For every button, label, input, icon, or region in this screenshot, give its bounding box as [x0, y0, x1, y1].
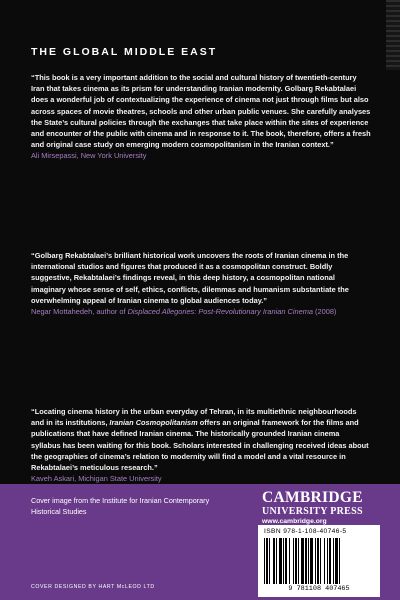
blurb-quote-1-attribution: Ali Mirsepassi, New York University — [31, 151, 147, 161]
attribution-book-title: Displaced Allegories: Post-Revolutionary Iranian Cinema — [127, 307, 313, 317]
publisher-url: www.cambridge.org — [262, 518, 327, 525]
barcode-bar — [298, 538, 299, 584]
barcode-bar — [264, 538, 265, 584]
spine-edge-marks — [386, 0, 400, 70]
barcode-bar — [285, 538, 287, 584]
blurb-quote-2 — [31, 250, 371, 317]
blurb-quote-1 — [31, 72, 371, 162]
barcode-bar — [273, 538, 275, 584]
cover-image-credit: Cover image from the Institute for Iranian Contemporary Historical Studies — [31, 496, 210, 516]
quote-book-title: Iranian Cosmopolitanism — [109, 418, 198, 428]
barcode-bar — [310, 538, 313, 584]
barcode-bar — [301, 538, 304, 584]
publisher-press: UNIVERSITY PRESS — [262, 506, 363, 517]
barcode-bar — [327, 538, 328, 584]
publisher-logo — [262, 490, 380, 527]
barcode-bar — [279, 538, 282, 584]
barcode-bar — [308, 538, 309, 584]
blurb-quote-3-attribution: Kaveh Askari, Michigan State University — [31, 474, 162, 484]
barcode-bar — [320, 538, 321, 584]
cover-designer-credit: COVER DESIGNED BY HART McLEOD LTD — [31, 584, 155, 590]
barcode-icon — [264, 538, 374, 584]
barcode-bar — [317, 538, 319, 584]
barcode-bar — [339, 538, 340, 584]
barcode-bar — [315, 538, 316, 584]
quote-text-part: “Locating cinema history in the urban everyday of Tehran, in its multiethnic neighbourhoods and in its institutions, — [31, 407, 357, 428]
isbn-barcode-box — [258, 525, 380, 597]
barcode-bar — [295, 538, 297, 584]
blurb-quote-1-text: “This book is a very important addition to the social and cultural history of twentieth-century Iran that takes cinema as its prism for understanding Iranian modernity. Golbarg Rekabtalaei does a wonderful job of contextualizing the experience of cinema not just through films but also across spaces of movie theatres, schools and other urban public venues. She carefully analyses the State’s cultural policies through the exchanges that take place within the sites of experience and encounter of the public with cinema and in response to it. The book, therefore, offers a fresh and original case study on emerging modern cosmopolitanism in the Iranian context.” — [31, 73, 371, 150]
isbn-label: ISBN 978-1-108-40746-5 — [264, 528, 347, 535]
blurb-quote-3-text — [31, 406, 371, 473]
attribution-name: Negar Mottahedeh, author of — [31, 307, 128, 317]
series-title: THE GLOBAL MIDDLE EAST — [31, 46, 218, 58]
barcode-bar — [266, 538, 268, 584]
barcode-bar — [333, 538, 334, 584]
blurb-quote-3 — [31, 406, 371, 484]
barcode-bar — [335, 538, 338, 584]
barcode-bar — [283, 538, 284, 584]
barcode-bar — [329, 538, 331, 584]
attribution-year: (2008) — [312, 307, 337, 317]
barcode-bar — [293, 538, 294, 584]
barcode-bar — [276, 538, 277, 584]
barcode-bar — [289, 538, 290, 584]
barcode-bar — [269, 538, 270, 584]
publisher-name: CAMBRIDGE — [262, 489, 363, 506]
blurb-quote-2-attribution — [31, 306, 371, 317]
barcode-digits: 9 781108 407465 — [288, 585, 350, 593]
quote-text-part: offers an original framework for the films and publications that have defined Iranian cinema. The historically grounded Iranian cinema syllabus has been waiting for this book. Scholars interested in challenging received ideas about the geographies of cinema’s relation to modernity will find a model and a vital resource in Rekabtalaei’s meticulous research.” — [31, 418, 369, 473]
barcode-bar — [324, 538, 325, 584]
barcode-bar — [305, 538, 307, 584]
blurb-quote-2-text: “Golbarg Rekabtalaei’s brilliant historical work uncovers the roots of Iranian cinema in the international studios and figures that produced it as a cosmopolitan construct. Boldly suggestive, Rekabtalaei’s findings reveal, in this deep history, a cosmopolitan national imaginary whose sense of self, ethics, conflicts, dilemmas and humanism substantiate the overwhelming appeal of Iranian cinema to global audiences today.” — [31, 251, 349, 305]
